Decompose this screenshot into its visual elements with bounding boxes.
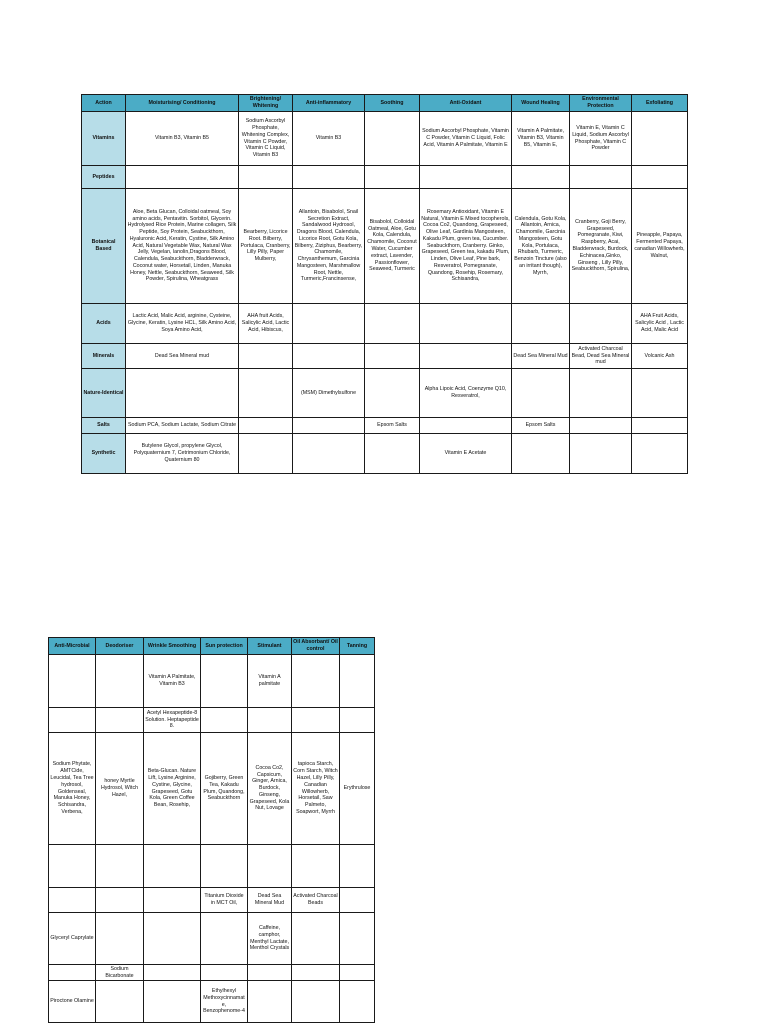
table-cell bbox=[365, 344, 420, 369]
table-cell bbox=[49, 845, 96, 888]
table-cell bbox=[144, 888, 201, 913]
table-cell bbox=[144, 965, 201, 981]
table-cell: Dead Sea Mineral mud bbox=[126, 344, 239, 369]
table-cell: Acetyl Hexapeptide-8 Solution. Heptapeptide 8. bbox=[144, 708, 201, 733]
table-cell: Sodium PCA, Sodium Lactate, Sodium Citrate bbox=[126, 418, 239, 434]
table1-header-cell: Anti-inflammatory bbox=[293, 95, 365, 112]
table-cell: Sodium Bicarbonate bbox=[96, 965, 144, 981]
table-cell: Rosemary Antioxidant, Vitamin E Natural, Vitamin E Mixed tocopherols, Cocoa Co2, Quandong, Grapeseed, Olive Leaf, Gardinia Mangosteen, Kakadu Plum, green tea, Cucumber. Seabuckthorn, Cranberry. Ginko, Grapeseed, Green tea, kakadu Plum, Linden, Olive Leaf, Pine bark, Resveratrol, Pomegranate, Quandong, Rosehip, Rosemary, Schisandra, bbox=[420, 189, 512, 304]
table-cell: Titanium Dioxide in MCT Oil, bbox=[201, 888, 248, 913]
table-cell bbox=[126, 369, 239, 418]
table-row bbox=[82, 189, 688, 304]
table-cell bbox=[248, 708, 292, 733]
table-cell: (MSM) Dimethylsulfone bbox=[293, 369, 365, 418]
table-cell bbox=[239, 434, 293, 474]
table-cell bbox=[239, 166, 293, 189]
table-cell bbox=[239, 344, 293, 369]
table-cell bbox=[144, 981, 201, 1023]
table-cell: Lactic Acid, Malic Acid, arginine, Cysteine, Glycine, Keratin, Lysine HCL, Silk Amino Acid, Soya Amino Acid, bbox=[126, 304, 239, 344]
table-cell bbox=[96, 708, 144, 733]
table-cell bbox=[292, 965, 340, 981]
table-row bbox=[49, 913, 375, 965]
table-cell bbox=[201, 845, 248, 888]
table-cell bbox=[340, 845, 375, 888]
table-cell: Epsom Salts bbox=[365, 418, 420, 434]
table-cell: Cranberry, Goji Berry, Grapeseed, Pomegranate, Kiwi, Raspberry, Acai, Bladderwrack, Burdock, Echinacea,Ginko, Ginseng , Lilly Pilly, Seabuckthorn, Spirulina, bbox=[570, 189, 632, 304]
table-cell bbox=[49, 708, 96, 733]
table-cell: Vitamin B3 bbox=[293, 112, 365, 166]
row-label: Salts bbox=[82, 418, 126, 434]
table-cell bbox=[570, 166, 632, 189]
table-cell bbox=[293, 434, 365, 474]
table1-header-row bbox=[82, 95, 688, 112]
table-cell bbox=[512, 434, 570, 474]
table-cell bbox=[96, 845, 144, 888]
table-cell: honey Myrtle Hydrosol, Witch Hazel, bbox=[96, 733, 144, 845]
table-cell bbox=[340, 888, 375, 913]
table-cell bbox=[340, 655, 375, 708]
table-cell bbox=[365, 369, 420, 418]
table-cell: Activated Charcoal Beads bbox=[292, 888, 340, 913]
table1-header-cell: Action bbox=[82, 95, 126, 112]
table-cell bbox=[292, 845, 340, 888]
table-cell bbox=[239, 418, 293, 434]
table-cell: Vitamin B3, Vitamin B5 bbox=[126, 112, 239, 166]
table-cell bbox=[293, 166, 365, 189]
table-cell bbox=[293, 304, 365, 344]
table-cell: Dead Sea Mineral Mud bbox=[512, 344, 570, 369]
table-row bbox=[82, 434, 688, 474]
table-cell bbox=[201, 655, 248, 708]
table-cell bbox=[570, 418, 632, 434]
table-cell bbox=[144, 845, 201, 888]
table-cell bbox=[365, 112, 420, 166]
table-row bbox=[49, 981, 375, 1023]
table-cell bbox=[201, 913, 248, 965]
table-row bbox=[49, 845, 375, 888]
actives-table-main bbox=[81, 94, 688, 474]
table-cell bbox=[340, 708, 375, 733]
table-row bbox=[82, 166, 688, 189]
table-cell bbox=[632, 434, 688, 474]
table-cell bbox=[292, 708, 340, 733]
table-cell bbox=[340, 981, 375, 1023]
table-row bbox=[49, 888, 375, 913]
row-label: Synthetic bbox=[82, 434, 126, 474]
table-cell bbox=[632, 166, 688, 189]
table2-header-cell: Wrinkle Smoothing bbox=[144, 638, 201, 655]
table-cell bbox=[292, 981, 340, 1023]
table-cell bbox=[365, 304, 420, 344]
table-row bbox=[82, 112, 688, 166]
table-cell bbox=[96, 981, 144, 1023]
table-cell bbox=[340, 965, 375, 981]
table-row bbox=[49, 733, 375, 845]
table-cell: Calendula, Gotu Kola, Allantoin, Arnica, Chamomile, Garcinia Mangosteen, Gotu Kola, Portulaca, Rhubarb, Turmeric, Benzoin Tincture (also an irritant though), Myrrh, bbox=[512, 189, 570, 304]
table-cell bbox=[201, 708, 248, 733]
table-row bbox=[82, 418, 688, 434]
table2-header-cell: Sun protection bbox=[201, 638, 248, 655]
table-cell bbox=[201, 965, 248, 981]
row-label: Nature-Identical bbox=[82, 369, 126, 418]
table1-header-cell: Environmental Protection bbox=[570, 95, 632, 112]
table1-header-cell: Anti-Oxidant bbox=[420, 95, 512, 112]
table-cell: Sodium Ascorbyl Phosphate, Whitening Complex, Vitamin C Powder, Vitamin C Liquid, Vitamin B3 bbox=[239, 112, 293, 166]
row-label: Peptides bbox=[82, 166, 126, 189]
table2-header-cell: Deodoriser bbox=[96, 638, 144, 655]
table-cell bbox=[126, 166, 239, 189]
table-cell: Bisabolol, Colloidal Oatmeal, Aloe, Gotu Kola, Calendula, Chamomile, Coconut Water, Cucumber extract, Lavender, Passionflower, Seaweed, Turmeric bbox=[365, 189, 420, 304]
table2-header-row bbox=[49, 638, 375, 655]
table-cell bbox=[632, 369, 688, 418]
table1-header-cell: Brightening/ Whitening bbox=[239, 95, 293, 112]
table-cell bbox=[96, 888, 144, 913]
table-cell bbox=[340, 913, 375, 965]
table-cell: Piroctone Olamine bbox=[49, 981, 96, 1023]
table-cell bbox=[49, 965, 96, 981]
table-cell: Epsom Salts bbox=[512, 418, 570, 434]
table-cell: Pineapple, Papaya, Fermented Papaya, canadian Willowherb, Walnut, bbox=[632, 189, 688, 304]
table2-header-cell: Oil Absorbant/ Oil control bbox=[292, 638, 340, 655]
table-cell: Dead Sea Mineral Mud bbox=[248, 888, 292, 913]
table-cell bbox=[420, 418, 512, 434]
table-cell: Beta-Glucan. Nature Lift, Lysine,Arginine, Cystine, Glycine, Grapeseed, Gotu Kola, Green Coffee Bean, Rosehip, bbox=[144, 733, 201, 845]
table2-header-cell: Stimulant bbox=[248, 638, 292, 655]
table-cell: Bearberry, Licorice Root. Bilberry, Portulaca, Cranberry, Lilly Pilly, Paper Mulberry, bbox=[239, 189, 293, 304]
table2-header-cell: Anti-Microbial bbox=[49, 638, 96, 655]
actives-table-continued bbox=[48, 637, 375, 1023]
table-cell bbox=[49, 888, 96, 913]
table1-header-cell: Exfoliating bbox=[632, 95, 688, 112]
table-cell: Ethylhexyl Methoxycinnamate, Benzophenome-4 bbox=[201, 981, 248, 1023]
table-cell bbox=[570, 369, 632, 418]
table-row bbox=[49, 708, 375, 733]
table-cell: Gojiberry, Green Tea, Kakadu Plum, Quandong, Seabuckthorn bbox=[201, 733, 248, 845]
table-cell bbox=[512, 369, 570, 418]
table-row bbox=[49, 655, 375, 708]
table-cell bbox=[570, 434, 632, 474]
table-cell: Volcanic Ash bbox=[632, 344, 688, 369]
table-cell bbox=[420, 344, 512, 369]
table-cell bbox=[96, 655, 144, 708]
table-cell: Allantoin, Bisabolol, Snail Secretion Extract, Sandalwood Hydrosol, Dragons Blood, Calendula, Licorice Root, Gotu Kola, Bilberry, Ziziphus, Bearberry, Chamomile, Chrysanthemum, Garcinia Mangosteen, Marshmallow Root, Nettle, Turmeric,Francinsense, bbox=[293, 189, 365, 304]
table-cell: tapioca Starch, Corn Starch, Witch Hazel, Lilly Pilly, Canadian Willowherb, Horsetail, Saw Palmeto, Soapwort, Myrrh bbox=[292, 733, 340, 845]
table-cell bbox=[293, 418, 365, 434]
table-cell bbox=[420, 166, 512, 189]
table-cell bbox=[144, 913, 201, 965]
table-cell bbox=[292, 655, 340, 708]
table-row bbox=[82, 369, 688, 418]
table-cell: AHA fruit Acids, Salicylic Acid, Lactic Acid, Hibiscus, bbox=[239, 304, 293, 344]
table1-header-cell: Soothing bbox=[365, 95, 420, 112]
table1-header-cell: Moisturising/ Conditioning bbox=[126, 95, 239, 112]
row-label: Vitamins bbox=[82, 112, 126, 166]
table-cell: Glyceryl Caprylate bbox=[49, 913, 96, 965]
table-cell bbox=[292, 913, 340, 965]
table-cell bbox=[365, 166, 420, 189]
table-cell bbox=[239, 369, 293, 418]
table-cell: Vitamin A Palmitate, Vitamin B3 bbox=[144, 655, 201, 708]
table-cell: AHA Fruit Acids, Salicylic Acid , Lactic Acid, Malic Acid bbox=[632, 304, 688, 344]
table-cell: Vitamin A Palmitate, Vitamin B3, Vitamin B5, Vitamin E, bbox=[512, 112, 570, 166]
table-cell: Sodium Phytate, AMTCide, Leucidal, Tea Tree hydrosol, Goldenseal, Manuka Honey, Schisandra, Verbena, bbox=[49, 733, 96, 845]
table-cell bbox=[248, 845, 292, 888]
row-label: Acids bbox=[82, 304, 126, 344]
table-cell: Alpha Lipoic Acid, Coenzyme Q10, Resveratrol, bbox=[420, 369, 512, 418]
table-cell: Aloe, Beta Glucan, Colloidal oatmeal, Soy amino acids, Pentavitin. Sorbitol, Glycerin. Hydrolysed Rice Protein, Marine collagen, Silk Peptide, Soy Protein, Seabuckthorn, Hyaluronic Acid, Keratin, Cystine, Silk Amino Acid, Natural Vegetable Wax, Natural Wax Jelly, Vegelan, lanolin,Dragons Blood, Calendula, Seabuckthorn, Bladderwrack, Coconut water, Horsetail, Linden, Manuka Honey, Nettle, Seabuckthorn, Seaweed, Silk Powder, Spirulina, Wheatgrass bbox=[126, 189, 239, 304]
table-cell: Activated Charcoal Bead, Dead Sea Mineral mud bbox=[570, 344, 632, 369]
table-cell bbox=[570, 304, 632, 344]
table-cell bbox=[632, 112, 688, 166]
table-cell: Sodium Ascorbyl Phosphate, Vitamin C Powder, Vitamin C Liquid, Folic Acid, Vitamin A Palmitate, Vitamin E bbox=[420, 112, 512, 166]
table-cell bbox=[632, 418, 688, 434]
row-label: Botanical Based bbox=[82, 189, 126, 304]
table-cell bbox=[293, 344, 365, 369]
table2-header-cell: Tanning bbox=[340, 638, 375, 655]
row-label: Minerals bbox=[82, 344, 126, 369]
table-cell bbox=[512, 304, 570, 344]
table-cell: Butylene Glycol, propylene Glycol, Polyquaternium 7, Cetrimonium Chloride, Quaternium 80 bbox=[126, 434, 239, 474]
table-cell bbox=[512, 166, 570, 189]
table-row bbox=[82, 344, 688, 369]
table-cell: Vitamin E Acetate bbox=[420, 434, 512, 474]
table-cell bbox=[420, 304, 512, 344]
table-cell bbox=[248, 981, 292, 1023]
table1-header-cell: Wound Healing bbox=[512, 95, 570, 112]
table-cell: Vitamin A palmitate bbox=[248, 655, 292, 708]
table-cell: Vitamin E, Vitamin C Liquid, Sodium Ascorbyl Phosphate, Vitamin C Powder bbox=[570, 112, 632, 166]
table-row bbox=[82, 304, 688, 344]
table-cell: Cocoa Co2, Capsicum, Ginger, Arnica, Burdock, Ginseng, Grapeseed, Kola Nut, Lovage bbox=[248, 733, 292, 845]
table-cell bbox=[248, 965, 292, 981]
table-cell bbox=[49, 655, 96, 708]
table-cell: Caffeine, camphor, Menthyl Lactate, Menthol Crystals bbox=[248, 913, 292, 965]
table-row bbox=[49, 965, 375, 981]
table-cell: Erythrulose bbox=[340, 733, 375, 845]
table-cell bbox=[96, 913, 144, 965]
table-cell bbox=[365, 434, 420, 474]
